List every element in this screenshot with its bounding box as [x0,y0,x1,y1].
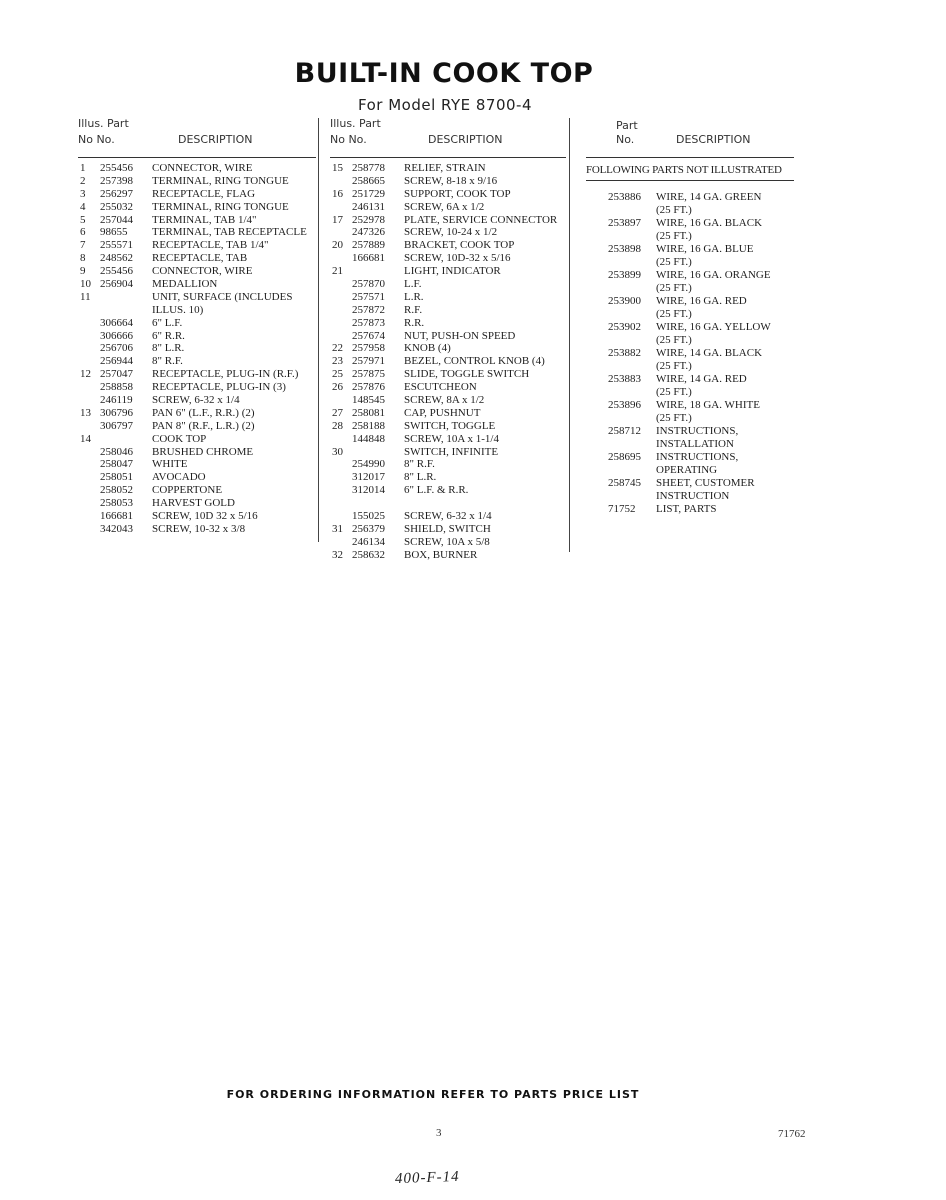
illus-number: 8 [80,252,86,265]
table-row [330,394,566,407]
table-row [330,484,566,497]
part-description: RELIEF, STRAIN [404,162,486,174]
part-number: 312017 [352,471,385,484]
no-label: No. [616,133,635,146]
part-number: 253902 [608,321,641,333]
part-description: SHIELD, SWITCH [404,522,491,535]
part-description: RECEPTACLE, FLAG [152,187,256,200]
part-description: RECEPTACLE, TAB [152,252,248,265]
part-number: 258051 [100,471,133,484]
parts-list [586,181,794,516]
table-row [78,201,316,214]
table-row [586,438,794,451]
part-number: 258712 [608,425,641,437]
description-label: DESCRIPTION [178,133,253,146]
illus-number: 13 [80,406,91,419]
table-row [330,317,566,330]
table-row [330,549,566,562]
parts-column-1 [78,117,316,536]
column-divider [318,118,319,542]
part-number: 253886 [608,191,641,203]
table-row [586,256,794,269]
illus-number: 16 [332,187,343,200]
table-row [586,191,794,204]
part-number: 246134 [352,535,385,548]
part-number: 257876 [352,381,385,394]
table-row [330,226,566,239]
part-number: 254990 [352,458,385,471]
table-row [586,282,794,295]
table-row [78,317,316,330]
parts-column-3 [586,117,794,516]
illus-number: 27 [332,406,343,419]
ordering-info-footer: FOR ORDERING INFORMATION REFER TO PARTS PRICE LIST [226,1088,640,1101]
part-description: OPERATING [656,464,718,476]
part-number: 256379 [352,522,385,535]
part-description: L.F. [404,278,422,291]
table-row [330,188,566,201]
illus-number: 11 [80,290,91,303]
part-number: 166681 [100,510,133,523]
model-subtitle: For Model RYE 8700-4 [358,96,533,114]
description-label: DESCRIPTION [428,133,503,146]
part-description: LIGHT, INDICATOR [404,265,501,278]
part-description: WIRE, 14 GA. RED [656,373,747,385]
table-row [78,407,316,420]
not-illustrated-heading: FOLLOWING PARTS NOT ILLUSTRATED [586,160,794,181]
part-number: 253883 [608,373,641,385]
part-description: WHITE [152,458,188,471]
part-number: 258188 [352,419,385,432]
part-description: WIRE, 14 GA. GREEN [656,191,762,203]
part-number: 166681 [352,252,385,265]
part-description: SHEET, CUSTOMER [656,477,755,489]
part-description: PLATE, SERVICE CONNECTOR [404,213,558,226]
table-row [330,523,566,536]
part-description: L.R. [404,290,424,303]
part-number: 251729 [352,187,385,200]
table-row [78,226,316,239]
illus-number: 20 [332,239,343,252]
part-description: TERMINAL, TAB RECEPTACLE [152,226,307,239]
table-row [330,458,566,471]
table-row [78,239,316,252]
part-number: 253898 [608,243,641,255]
parts-list [78,158,316,536]
part-description: PAN 6" (L.F., R.R.) (2) [152,406,255,419]
table-row [586,334,794,347]
no-no-label: No No. [78,133,115,146]
part-description: WIRE, 14 GA. BLACK [656,347,763,359]
illus-number: 10 [80,278,91,291]
part-number: 258052 [100,484,133,497]
part-description: SCREW, 10A x 1-1/4 [404,432,499,445]
part-description: CONNECTOR, WIRE [152,265,253,278]
illus-number: 1 [80,162,86,174]
illus-part-label: Illus. Part [330,117,381,130]
part-description: SCREW, 10-32 x 3/8 [152,522,246,535]
page-number: 3 [436,1127,442,1139]
part-description: UNIT, SURFACE (INCLUDES [152,290,293,303]
column-header [586,117,794,158]
illus-number: 3 [80,187,86,200]
table-row [586,490,794,503]
illus-number: 5 [80,213,86,226]
part-description: WIRE, 16 GA. RED [656,295,747,307]
no-no-label: No No. [330,133,367,146]
part-description: (25 FT.) [656,360,692,372]
part-description: INSTALLATION [656,438,734,450]
parts-column-2 [330,117,566,562]
part-description: TERMINAL, TAB 1/4" [152,213,257,226]
table-row [78,381,316,394]
table-row [330,355,566,368]
table-row [78,291,316,304]
part-label: Part [616,119,638,132]
table-row [586,477,794,490]
table-row [78,265,316,278]
table-row [586,295,794,308]
table-row [330,368,566,381]
table-row [78,214,316,227]
table-row [586,386,794,399]
table-row [586,321,794,334]
part-description: (25 FT.) [656,230,692,242]
part-number: 258053 [100,497,133,510]
part-description: (25 FT.) [656,308,692,320]
part-description: 8" L.R. [152,342,185,355]
part-number: 148545 [352,394,385,407]
part-number: 247326 [352,226,385,239]
part-number: 257870 [352,278,385,291]
parts-list [330,158,566,562]
part-description: R.R. [404,316,425,329]
part-description: SCREW, 10-24 x 1/2 [404,226,498,239]
table-row [586,412,794,425]
part-number: 257971 [352,355,385,368]
handwritten-note: 400-F-14 [394,1168,460,1188]
table-row [78,162,316,175]
table-row [586,230,794,243]
part-description: (25 FT.) [656,412,692,424]
document-number: 71762 [778,1128,806,1140]
part-description: NUT, PUSH-ON SPEED [404,329,516,342]
illus-number: 26 [332,381,343,394]
part-number: 306666 [100,329,133,342]
table-row [78,523,316,536]
column-header [330,117,566,158]
table-row [330,446,566,459]
part-number: 248562 [100,252,133,265]
part-description: SCREW, 6-32 x 1/4 [404,510,492,523]
part-number: 256297 [100,187,133,200]
table-row [586,217,794,230]
table-row [330,433,566,446]
table-row [78,484,316,497]
table-row [586,464,794,477]
part-description: SCREW, 8A x 1/2 [404,394,485,407]
table-row [586,399,794,412]
table-row [78,368,316,381]
part-number: 255456 [100,265,133,278]
table-row [330,175,566,188]
illus-number: 17 [332,213,343,226]
illus-number: 21 [332,265,343,278]
description-label: DESCRIPTION [676,133,751,146]
table-row [586,308,794,321]
table-row [78,433,316,446]
part-description: (25 FT.) [656,334,692,346]
illus-number: 30 [332,445,343,458]
table-row [330,265,566,278]
part-description: SCREW, 10D-32 x 5/16 [404,252,511,265]
illus-number: 28 [332,419,343,432]
part-description: SUPPORT, COOK TOP [404,187,511,200]
table-row [330,497,566,510]
table-row [330,510,566,523]
illus-number: 15 [332,162,343,174]
part-number: 258695 [608,451,641,463]
table-row [586,347,794,360]
part-number: 71752 [608,503,636,515]
table-row [78,304,316,317]
part-description: ILLUS. 10) [152,303,204,316]
part-description: AVOCADO [152,471,206,484]
part-description: (25 FT.) [656,282,692,294]
part-description: TERMINAL, RING TONGUE [152,174,289,187]
part-description: SCREW, 10D 32 x 5/16 [152,510,258,523]
part-description: (25 FT.) [656,256,692,268]
table-row [78,458,316,471]
part-description: RECEPTACLE, PLUG-IN (3) [152,381,286,394]
table-row [586,243,794,256]
part-number: 312014 [352,484,385,497]
table-row [78,278,316,291]
table-row [78,342,316,355]
table-row [330,201,566,214]
part-description: WIRE, 16 GA. ORANGE [656,269,771,281]
table-row [78,355,316,368]
column-divider [569,118,570,552]
part-description: BEZEL, CONTROL KNOB (4) [404,355,545,368]
part-number: 258778 [352,162,385,174]
part-description: COOK TOP [152,432,207,445]
part-number: 256944 [100,355,133,368]
illus-number: 32 [332,548,343,561]
part-number: 258858 [100,381,133,394]
table-row [330,304,566,317]
table-row [586,204,794,217]
part-description: SCREW, 6A x 1/2 [404,200,485,213]
table-row [330,420,566,433]
part-number: 257958 [352,342,385,355]
table-row [330,407,566,420]
illus-number: 12 [80,368,91,381]
part-number: 253900 [608,295,641,307]
illus-number: 22 [332,342,343,355]
part-number: 258047 [100,458,133,471]
part-description: RECEPTACLE, TAB 1/4" [152,239,269,252]
part-number: 258745 [608,477,641,489]
part-number: 257889 [352,239,385,252]
part-description: SCREW, 8-18 x 9/16 [404,174,498,187]
part-number: 258081 [352,406,385,419]
table-row [330,278,566,291]
table-row [330,381,566,394]
table-row [330,536,566,549]
table-row [330,330,566,343]
illus-number: 14 [80,432,91,445]
part-number: 257044 [100,213,133,226]
part-number: 252978 [352,213,385,226]
table-row [330,252,566,265]
part-description: SLIDE, TOGGLE SWITCH [404,368,530,381]
part-number: 256904 [100,278,133,291]
table-row [330,291,566,304]
part-description: 6" L.F. & R.R. [404,484,469,497]
part-description: INSTRUCTION [656,490,730,502]
part-description: CAP, PUSHNUT [404,406,481,419]
table-row [586,360,794,373]
part-number: 257873 [352,316,385,329]
table-row [78,471,316,484]
part-description: SWITCH, INFINITE [404,445,499,458]
part-number: 306664 [100,316,133,329]
part-number: 257875 [352,368,385,381]
table-row [78,420,316,433]
illus-number: 25 [332,368,343,381]
part-number: 258632 [352,548,385,561]
part-number: 246131 [352,200,385,213]
part-description: 6" R.R. [152,329,185,342]
part-description: BRACKET, COOK TOP [404,239,515,252]
part-number: 257047 [100,368,133,381]
part-number: 98655 [100,226,128,239]
part-number: 255571 [100,239,133,252]
part-number: 256706 [100,342,133,355]
table-row [586,425,794,438]
illus-number: 2 [80,174,86,187]
part-description: SCREW, 6-32 x 1/4 [152,394,240,407]
part-number: 257398 [100,174,133,187]
table-row [78,175,316,188]
part-description: INSTRUCTIONS, [656,425,739,437]
part-description: (25 FT.) [656,204,692,216]
part-number: 257674 [352,329,385,342]
part-description: INSTRUCTIONS, [656,451,739,463]
part-description: 8" L.R. [404,471,437,484]
part-number: 253899 [608,269,641,281]
part-description: 8" R.F. [404,458,435,471]
table-row [78,330,316,343]
part-description: ESCUTCHEON [404,381,477,394]
part-number: 257872 [352,303,385,316]
table-row [330,342,566,355]
table-row [586,269,794,282]
part-description: 8" R.F. [152,355,183,368]
table-row [586,373,794,386]
table-row [78,510,316,523]
illus-number: 9 [80,265,86,278]
illus-number: 23 [332,355,343,368]
part-description: 6" L.F. [152,316,183,329]
table-row [78,188,316,201]
part-description: R.F. [404,303,423,316]
part-number: 253897 [608,217,641,229]
part-number: 306797 [100,419,133,432]
part-description: CONNECTOR, WIRE [152,162,253,174]
part-number: 342043 [100,522,133,535]
part-description: PAN 8" (R.F., L.R.) (2) [152,419,255,432]
part-number: 246119 [100,394,133,407]
table-row [330,162,566,175]
part-number: 255032 [100,200,133,213]
part-description: WIRE, 16 GA. BLACK [656,217,763,229]
part-description: WIRE, 18 GA. WHITE [656,399,760,411]
part-number: 155025 [352,510,385,523]
table-row [78,394,316,407]
table-row [330,471,566,484]
part-description: RECEPTACLE, PLUG-IN (R.F.) [152,368,299,381]
part-description: WIRE, 16 GA. YELLOW [656,321,771,333]
part-description: KNOB (4) [404,342,451,355]
part-number: 255456 [100,162,133,174]
part-number: 257571 [352,290,385,303]
illus-number: 4 [80,200,86,213]
part-description: LIST, PARTS [656,503,717,515]
column-header [78,117,316,158]
illus-part-label: Illus. Part [78,117,129,130]
table-row [586,503,794,516]
part-number: 144848 [352,432,385,445]
part-number: 258665 [352,174,385,187]
page-title: BUILT-IN COOK TOP [294,58,594,89]
part-description: HARVEST GOLD [152,497,235,510]
part-description: SCREW, 10A x 5/8 [404,535,490,548]
part-description: BOX, BURNER [404,548,478,561]
part-number: 253896 [608,399,641,411]
table-row [78,497,316,510]
illus-number: 6 [80,226,86,239]
illus-number: 7 [80,239,86,252]
part-number: 258046 [100,445,133,458]
table-row [78,252,316,265]
part-description: BRUSHED CHROME [152,445,254,458]
part-number: 306796 [100,406,133,419]
part-description: COPPERTONE [152,484,223,497]
table-row [78,446,316,459]
part-description: TERMINAL, RING TONGUE [152,200,289,213]
part-number: 253882 [608,347,641,359]
part-description: SWITCH, TOGGLE [404,419,496,432]
part-description: MEDALLION [152,278,218,291]
table-row [330,239,566,252]
illus-number: 31 [332,522,343,535]
part-description: (25 FT.) [656,386,692,398]
table-row [330,214,566,227]
table-row [586,451,794,464]
part-description: WIRE, 16 GA. BLUE [656,243,754,255]
